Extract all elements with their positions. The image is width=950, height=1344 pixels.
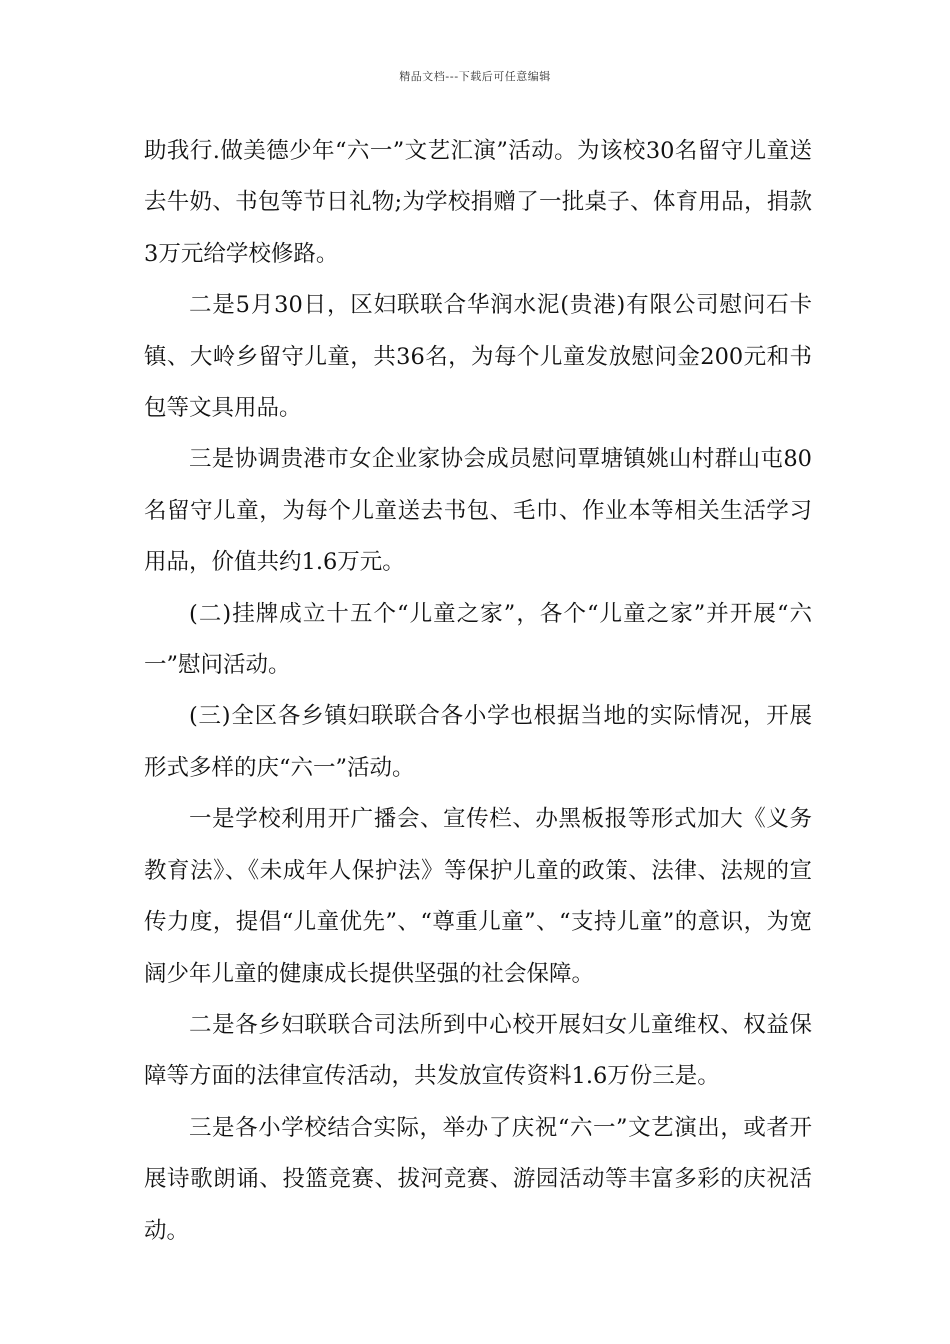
- paragraph-8: 三是各小学校结合实际，举办了庆祝“六一”文艺演出，或者开展诗歌朗诵、投篮竞赛、拔河竞赛、游园活动等丰富多彩的庆祝活动。: [144, 1114, 812, 1244]
- paragraph-6: 一是学校利用开广播会、宣传栏、办黑板报等形式加大《义务教育法》、《未成年人保护法》等保护儿童的政策、法律、法规的宣传力度，提倡“儿童优先”、“尊重儿童”、“支持儿童”的意识，为宽阔少年儿童的健康成长提供坚强的社会保障。: [144, 806, 812, 987]
- paragraph-1: 助我行.做美德少年“六一”文艺汇演”活动。为该校30名留守儿童送去牛奶、书包等节日礼物;为学校捐赠了一批桌子、体育用品，捐款3万元给学校修路。: [144, 138, 812, 267]
- paragraph-5: (三)全区各乡镇妇联联合各小学也根据当地的实际情况，开展形式多样的庆“六一”活动。: [144, 703, 812, 781]
- paragraph-2: 二是5月30日，区妇联联合华润水泥(贵港)有限公司慰问石卡镇、大岭乡留守儿童，共36名，为每个儿童发放慰问金200元和书包等文具用品。: [144, 292, 812, 422]
- paragraph-7: 二是各乡妇联联合司法所到中心校开展妇女儿童维权、权益保障等方面的法律宣传活动，共发放宣传资料1.6万份三是。: [144, 1011, 812, 1090]
- page-header: 精品文档---下载后可任意编辑: [399, 70, 551, 83]
- document-body: [144, 126, 812, 1257]
- paragraph-3: 三是协调贵港市女企业家协会成员慰问覃塘镇姚山村群山屯80名留守儿童，为每个儿童送去书包、毛巾、作业本等相关生活学习用品，价值共约1.6万元。: [144, 446, 812, 576]
- paragraph-4: (二)挂牌成立十五个“儿童之家”，各个“儿童之家”并开展“六一”慰问活动。: [144, 600, 812, 679]
